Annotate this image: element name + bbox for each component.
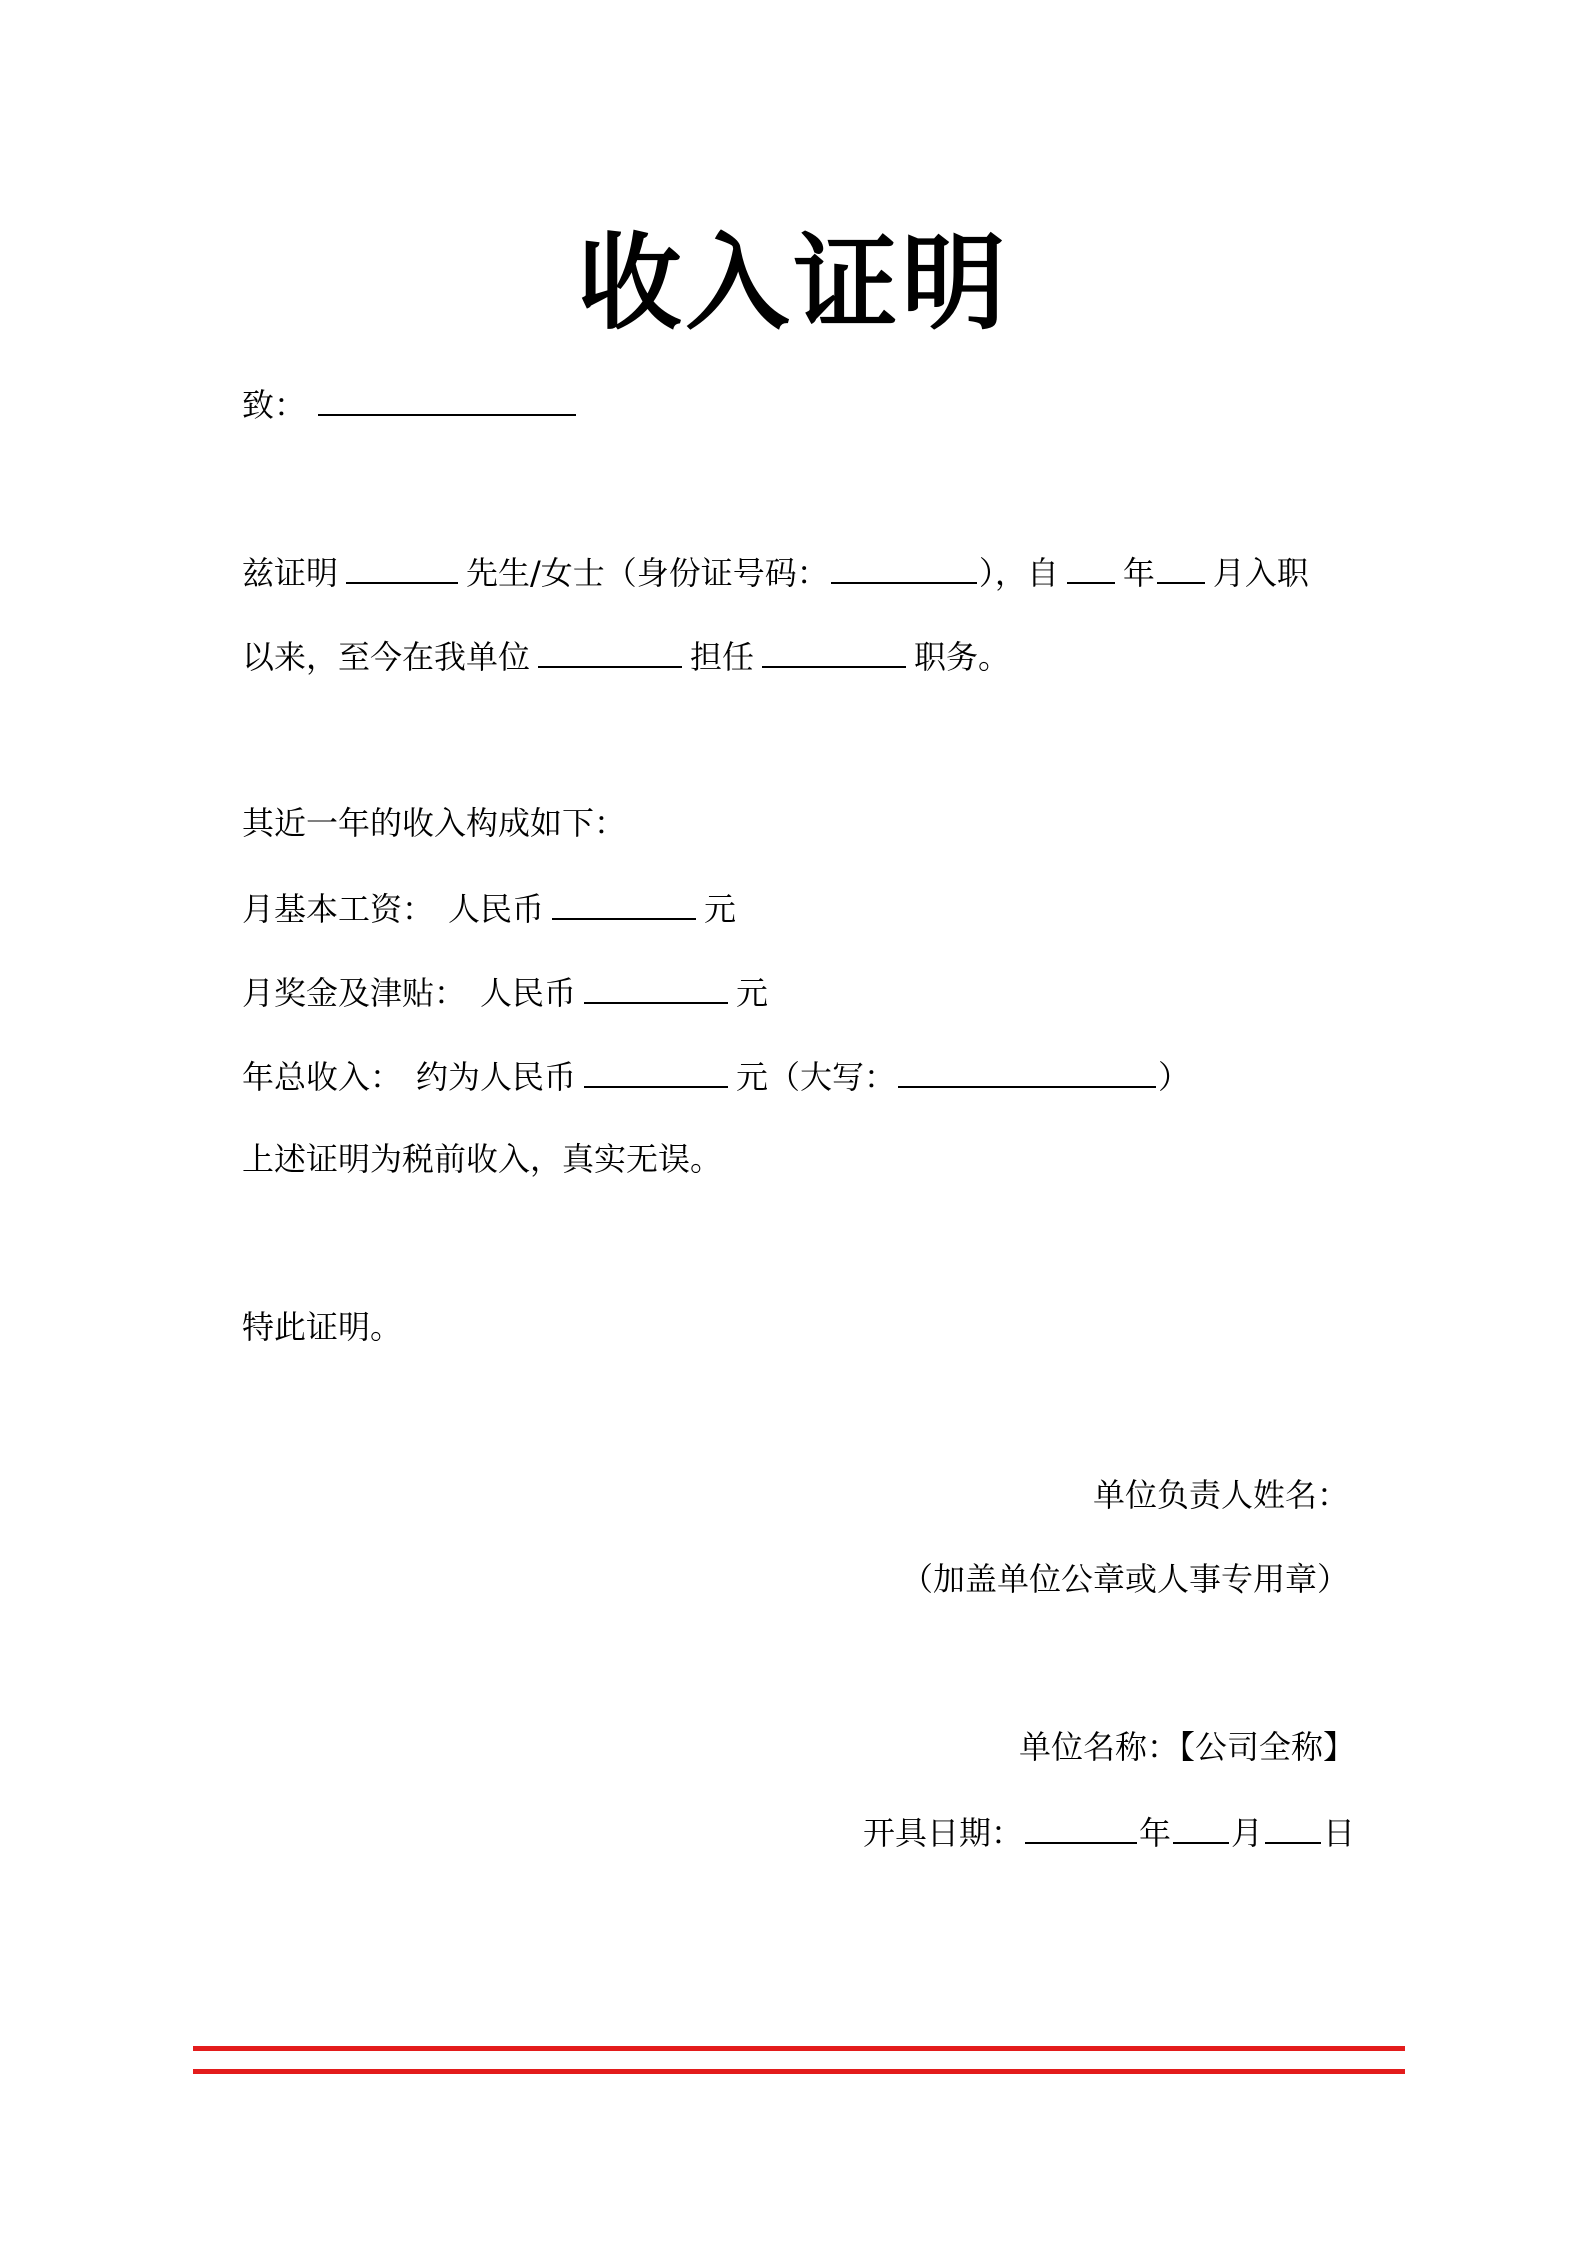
- closing: 特此证明。: [242, 1308, 403, 1346]
- unit-blank[interactable]: [538, 632, 682, 668]
- bonus-unit: 元: [736, 974, 769, 1012]
- date-month: 月: [1230, 1814, 1263, 1852]
- bonus-line: [242, 968, 768, 1016]
- base-salary-blank[interactable]: [552, 884, 696, 920]
- paragraph-2: [242, 632, 1010, 680]
- para1-text-4: 年: [1122, 554, 1155, 592]
- base-salary-label: 月基本工资：: [242, 890, 435, 928]
- issue-date-line: [863, 1808, 1355, 1856]
- paragraph-1: [242, 548, 1309, 596]
- date-year: 年: [1138, 1814, 1171, 1852]
- bonus-label: 月奖金及津贴：: [242, 974, 467, 1012]
- page-title: 收入证明: [577, 222, 1010, 344]
- annual-currency: 约为人民币: [416, 1058, 577, 1096]
- annual-unit: 元（大写：: [736, 1058, 897, 1096]
- signer-line: [1093, 1472, 1349, 1518]
- signer-label: 单位负责人姓名：: [1092, 1476, 1349, 1514]
- recipient-line: [242, 380, 584, 428]
- para1-text-2: 先生/女士（身份证号码：: [466, 554, 829, 592]
- stamp-note: （加盖单位公章或人事专用章）: [900, 1560, 1349, 1598]
- company-label: 单位名称：: [1018, 1728, 1179, 1766]
- id-number-blank[interactable]: [831, 548, 977, 584]
- recipient-blank[interactable]: [318, 380, 576, 416]
- position-blank[interactable]: [762, 632, 906, 668]
- para2-text-3: 职务。: [914, 638, 1011, 676]
- bonus-blank[interactable]: [584, 968, 728, 1004]
- red-rule-bottom: [193, 2069, 1405, 2074]
- annual-label: 年总收入：: [242, 1058, 403, 1096]
- para2-text-2: 担任: [690, 638, 755, 676]
- statement: 上述证明为税前收入，真实无误。: [242, 1140, 723, 1178]
- date-day: 日: [1322, 1814, 1355, 1852]
- base-salary-unit: 元: [704, 890, 737, 928]
- join-year-blank[interactable]: [1067, 548, 1115, 584]
- join-month-blank[interactable]: [1157, 548, 1205, 584]
- para1-text-1: 兹证明: [242, 554, 339, 592]
- date-label: 开具日期：: [862, 1814, 1023, 1852]
- date-year-blank[interactable]: [1025, 1808, 1137, 1844]
- date-day-blank[interactable]: [1265, 1808, 1321, 1844]
- annual-income-line: [242, 1052, 1190, 1100]
- annual-blank[interactable]: [584, 1052, 728, 1088]
- bonus-currency: 人民币: [480, 974, 577, 1012]
- annual-close: ）: [1158, 1058, 1191, 1096]
- company-value: 【公司全称】: [1178, 1728, 1355, 1766]
- income-intro: 其近一年的收入构成如下：: [242, 804, 627, 842]
- annual-uppercase-blank[interactable]: [898, 1052, 1156, 1088]
- base-salary-currency: 人民币: [448, 890, 545, 928]
- red-rule-top: [193, 2046, 1405, 2051]
- para2-text-1: 以来，至今在我单位: [242, 638, 531, 676]
- recipient-label: 致：: [242, 386, 307, 424]
- name-blank[interactable]: [346, 548, 458, 584]
- para1-text-5: 月入职: [1212, 554, 1309, 592]
- date-month-blank[interactable]: [1173, 1808, 1229, 1844]
- base-salary-line: [242, 884, 736, 932]
- company-line: [1019, 1724, 1355, 1770]
- para1-text-3: ），自: [978, 554, 1059, 592]
